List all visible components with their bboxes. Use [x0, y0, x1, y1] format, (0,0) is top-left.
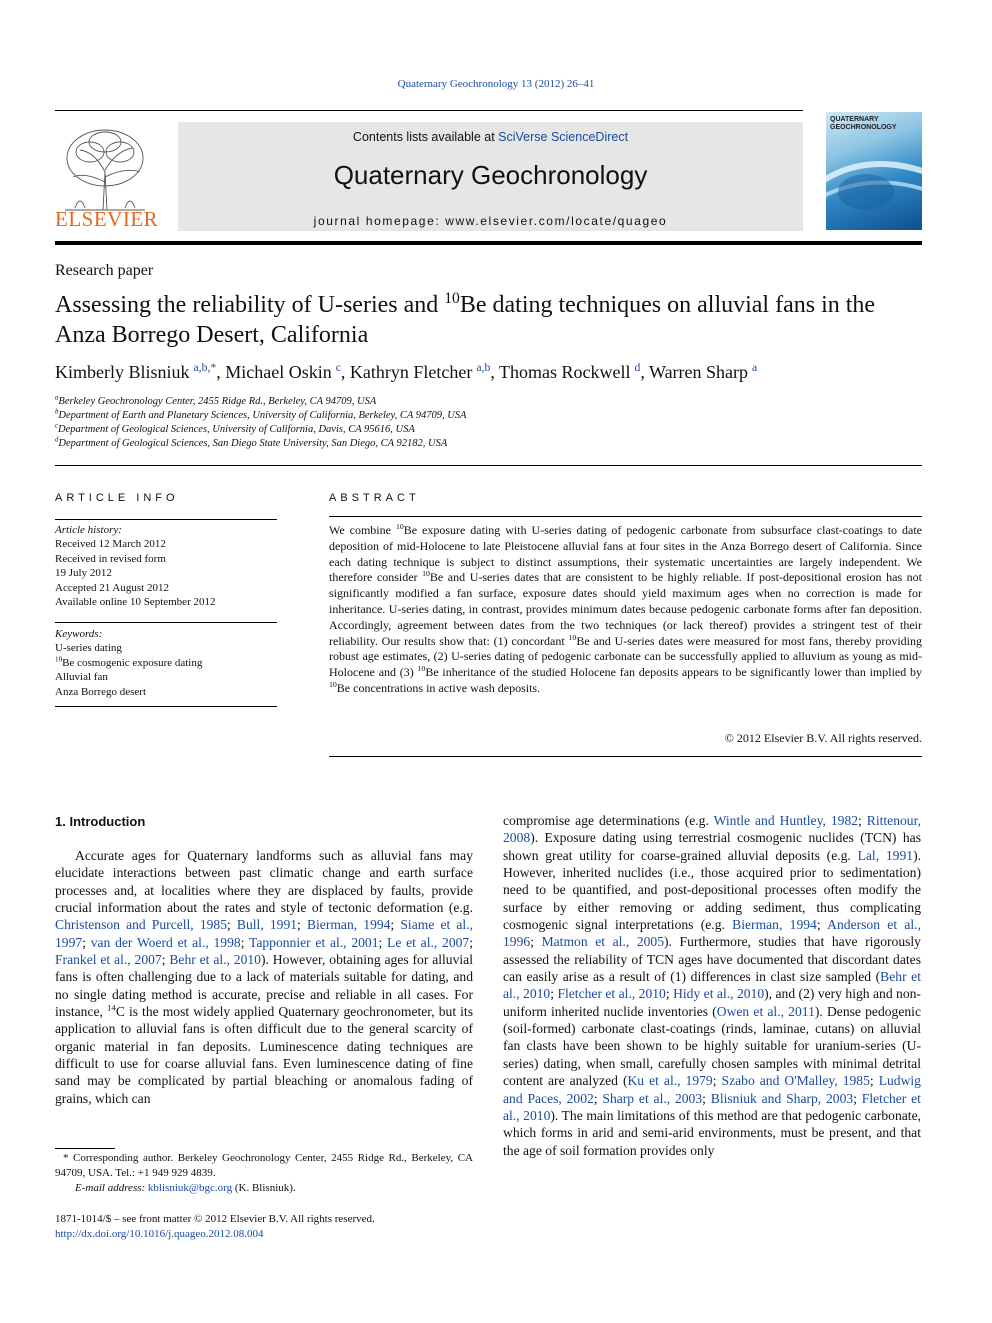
keyword: Alluvial fan	[55, 671, 108, 684]
paragraph: Accurate ages for Quaternary landforms such as alluvial fans may elucidate interactions between past climatic change and earth surface processes and, at localities where they are displaced by faults, provide crucial information about the rates and style of tectonic deformation (e.g. Christenson and Purcell, 1985; Bull, 1991; Bierman, 1994; Siame et al., 1997; van der Woerd et al., 1998; Tapponnier et al., 2001; Le et al., 2007; Frankel et al., 2007; Behr et al., 2010). However, obtaining ages for alluvial fans is often challenging due to a lack of materials suitable for dating, and no single dating method is accurate, precise and reliable in all cases. For instance, $^{14}$C is the most widely applied Quaternary geochronometer, but its application to alluvial fans is often difficult due to the general scarcity of organic material in fan deposits. Luminescence dating techniques are difficult to use for coarse alluvial fans. Even luminescence dating of fine sand may be complicated by partial bleaching or anomalous fading of grains, which can	[55, 848, 474, 1106]
title-part1: Assessing the reliability of U-series and	[55, 292, 445, 318]
author-affiliation-marker[interactable]: c	[335, 361, 341, 374]
body-column-left	[55, 847, 473, 1107]
affiliation-text: Department of Earth and Planetary Sciences, University of California, Berkeley, CA 94709, USA	[58, 410, 467, 421]
journal-cover-image[interactable]	[826, 112, 922, 230]
affiliation-text: Department of Geological Sciences, San Diego State University, San Diego, CA 92182, USA	[58, 438, 448, 449]
author-separator: ,	[340, 362, 350, 382]
sup: 14	[107, 1002, 116, 1013]
abstract-seg: Be concentrations in active wash deposits.	[336, 680, 541, 695]
text: ). However, inherited nuclides (i.e., those acquired prior to sedimentation) need to be quantified, and post-depositional processes often modify the surface by either removing or adding sediment, thus complicating cosmogenic signal interpretations (e.g.	[503, 847, 921, 933]
header-rule	[55, 241, 922, 245]
elsevier-logo[interactable]	[55, 122, 159, 232]
doi-link[interactable]: http://dx.doi.org/10.1016/j.quageo.2012.08.004	[55, 1227, 264, 1240]
contents-line	[178, 130, 803, 144]
citation-link[interactable]: Lal, 1991	[857, 847, 914, 863]
citation-link[interactable]: Matmon et al., 2005	[541, 934, 665, 950]
text: ). Furthermore, studies that have rigorously assessed the reliability of TCN ages have documented that discordant dates can easily arise as a result of (1) differences in clast size sampled (	[503, 934, 921, 985]
citation-link[interactable]: Ludwig and Paces, 2002	[503, 1073, 921, 1106]
citation-link[interactable]: Owen et al., 2011	[716, 1003, 815, 1019]
text: ). However, obtaining ages for alluvial fans is often challenging due to a lack of materials suitable for dating, and no single dating method is accurate, precise and reliable in all cases. For instance,	[55, 952, 473, 1020]
citation-link[interactable]: Frankel et al., 2007	[55, 952, 162, 968]
keywords-rule	[55, 622, 277, 623]
footnote-star: *	[63, 1152, 69, 1164]
section-heading: 1. Introduction	[55, 814, 146, 829]
author-separator: ,	[216, 362, 226, 382]
title-sup: 10	[444, 290, 460, 307]
abstract-seg: Be exposure dating with U-series dating of pedogenic carbonate from subsurface clast-coatings to date deposition of mid-Holocene to late Pleistocene alluvial fans at four sites in the Anza Borrego desert of California. Since each dating technique is subject to distinct assumptions, their systematic uncertainties are largely independent. We therefore consider	[329, 523, 922, 585]
citation-link[interactable]: Tapponnier et al., 2001	[248, 934, 379, 950]
copyright: © 2012 Elsevier B.V. All rights reserved.	[724, 731, 922, 745]
citation-link[interactable]: Blisniuk and Sharp, 2003	[710, 1090, 854, 1106]
footnote-rule	[55, 1148, 115, 1149]
citation-link[interactable]: Ku et al., 1979	[627, 1073, 713, 1089]
journal-homepage[interactable]: journal homepage: www.elsevier.com/locate/quageo	[313, 214, 668, 228]
history-line: Received 12 March 2012	[55, 538, 166, 551]
abstract-heading: ABSTRACT	[329, 492, 420, 504]
citation-link[interactable]: Le et al., 2007	[387, 934, 470, 950]
corresponding-author-note	[55, 1151, 473, 1181]
author-affiliation-marker[interactable]: a,b	[476, 361, 491, 374]
citation-link[interactable]: Sharp et al., 2003	[602, 1090, 703, 1106]
text: Accurate ages for Quaternary landforms such as alluvial fans may elucidate interactions between past climatic change and earth surface processes and, at localities where they are displaced by faults, provide crucial information about the rates and style of tectonic deformation (e.g.	[55, 848, 473, 916]
abstract-seg: We combine	[329, 523, 396, 537]
journal-header	[55, 112, 922, 232]
affiliation-key: d	[55, 436, 59, 444]
author-name[interactable]: Kathryn Fletcher	[349, 362, 473, 382]
footnote	[55, 1151, 473, 1195]
author-separator: ,	[490, 362, 499, 382]
front-matter	[55, 1212, 375, 1242]
citation-link[interactable]: Bierman, 1994	[306, 917, 391, 933]
keyword: Anza Borrego desert	[55, 685, 147, 698]
abstract-seg: Be and U-series dates that are consistent to be highly reliable. If post-depositional erosion has not significantly modified a fan surface, exposure dates should yield maximum ages when no correction is made for inheritance. U-series dating, in contrast, provides minimum dates because pedogenic carbonate forms after fan deposition. Accordingly, agreement between dates from the two techniques (or lack thereof) provides a stringent test of their reliability. Our results show that: (1) concordant	[329, 570, 923, 648]
citation-link[interactable]: Rittenour, 2008	[503, 813, 921, 846]
elsevier-tree-icon	[55, 122, 155, 214]
author-affiliation-marker[interactable]: d	[634, 361, 641, 374]
abstract-seg: Be and U-series dates were measured for most fans, thereby providing robust age estimates, (2) U-series dating of pedogenic carbonate can be successfully applied to alluvium as young as mid-Holocene and (3)	[329, 633, 922, 680]
footnote-text: Corresponding author. Berkeley Geochronology Center, 2455 Ridge Rd., Berkeley, CA 94709, USA. Tel.: +1 949 929 4839.	[55, 1152, 473, 1179]
author-name[interactable]: Warren Sharp	[649, 362, 749, 382]
author-separator: ,	[640, 362, 650, 382]
citation-link[interactable]: Wintle and Huntley, 1982	[713, 813, 859, 828]
affiliation	[55, 423, 466, 437]
body-column-right	[503, 812, 921, 1159]
cover-art-icon	[826, 112, 922, 230]
citation-link[interactable]: Bull, 1991	[236, 917, 298, 933]
text: compromise age determinations (e.g.	[503, 813, 714, 828]
paper-type: Research paper	[55, 262, 154, 279]
text: ), and (2) very high and non-uniform inherited nuclide inventories (	[503, 986, 921, 1019]
author-list	[55, 362, 757, 383]
affiliation	[55, 395, 466, 409]
journal-banner	[178, 122, 803, 231]
affiliation-key: b	[55, 408, 59, 416]
affiliation	[55, 437, 466, 451]
email-suffix: (K. Blisniuk).	[232, 1181, 296, 1194]
citation-link[interactable]: Fletcher et al., 2010	[503, 1090, 921, 1123]
keyword: U-series dating	[55, 642, 122, 655]
email-label: E-mail address:	[75, 1181, 148, 1194]
abstract-seg: Be inheritance of the studied Holocene fan deposits appears to be significantly lower than implied by	[425, 665, 922, 680]
affiliation-text: Department of Geological Sciences, University of California, Davis, CA 95616, USA	[58, 424, 415, 435]
article-info-end-rule	[55, 706, 277, 707]
contents-prefix: Contents lists available at	[352, 130, 499, 144]
abstract-end-rule	[329, 756, 922, 757]
author-name[interactable]: Michael Oskin	[225, 362, 332, 382]
citation-link[interactable]: van der Woerd et al., 1998	[90, 934, 241, 950]
title-part2: Be dating techniques on alluvial fans in the Anza Borrego Desert, California	[55, 292, 876, 348]
affiliation-rule	[55, 465, 922, 466]
keyword	[55, 656, 202, 670]
keywords-label: Keywords:	[55, 628, 103, 640]
citation-link[interactable]: Anderson et al., 1996	[503, 917, 921, 950]
journal-title: Quaternary Geochronology	[333, 160, 648, 190]
article-history	[55, 523, 215, 609]
article-info-heading: ARTICLE INFO	[55, 492, 179, 504]
citation-link[interactable]: Behr et al., 2010	[503, 969, 921, 1002]
abstract-text	[329, 523, 922, 697]
abstract-sup: 10	[395, 522, 404, 531]
history-line: Received in revised form	[55, 552, 166, 565]
text: ). Dense pedogenic (soil-formed) carbonate clast-coatings (rinds, laminae, cutans) on alluvial fan clasts have been shown to be highly suitable for uranium-series (U-series) dating, when small, carefully chosen samples with minimal detrital content are analyzed (	[503, 1003, 921, 1089]
paragraph: compromise age determinations (e.g. Wintle and Huntley, 1982; Rittenour, 2008). Exposure dating using terrestrial cosmogenic nuclides (TCN) has shown great utility for coarse-grained alluvial deposits (e.g. Lal, 1991). However, inherited nuclides (i.e., those acquired prior to sedimentation) need to be quantified, and post-depositional processes often modify the surface by either removing or adding sediment, thus complicating cosmogenic signal interpretations (e.g. Bierman, 1994; Anderson et al., 1996; Matmon et al., 2005). Furthermore, studies that have rigorously assessed the reliability of TCN ages have documented that discordant dates can easily arise as a result of (1) differences in clast size sampled (Behr et al., 2010; Fletcher et al., 2010; Hidy et al., 2010), and (2) very high and non-uniform inherited nuclide inventories (Owen et al., 2011). Dense pedogenic (soil-formed) carbonate clast-coatings (rinds, laminae, cutans) on alluvial fan clasts have been shown to be highly suitable for uranium-series (U-series) dating, when small, carefully chosen samples with minimal detrital content are analyzed (Ku et al., 1979; Szabo and O'Malley, 1985; Ludwig and Paces, 2002; Sharp et al., 2003; Blisniuk and Sharp, 2003; Fletcher et al., 2010). The main limitations of this method are that pedogenic carbonate, which forms in arid and semi-arid environments, must be present, and that the age of soil formation provides only	[503, 813, 922, 1158]
abstract-sup: 10	[329, 679, 337, 689]
top-rule	[55, 110, 803, 111]
affiliations	[55, 395, 466, 451]
email-line	[55, 1181, 473, 1196]
elsevier-wordmark: ELSEVIER	[55, 207, 159, 231]
text: ). Exposure dating using terrestrial cosmogenic nuclides (TCN) has shown great utility for coarse-grained alluvial deposits (e.g.	[503, 830, 921, 863]
author-affiliation-marker[interactable]: a,b,	[193, 361, 211, 374]
cover-title: QUATERNARY GEOCHRONOLOGY	[830, 116, 897, 131]
text: C is the most widely applied Quaternary geochronometer, but its application to alluvial fans is often difficult due to the general scarcity of organic material in fan deposits. Luminescence dating techniques are difficult to use for coarse alluvial fans. Even luminescence dating of fine sand may be complicated by partial bleaching or anomalous fading of grains, which can	[55, 1004, 473, 1106]
author-affiliation-marker[interactable]: a	[752, 361, 758, 374]
corresponding-author-marker[interactable]: *	[210, 361, 217, 374]
citation-link[interactable]: Behr et al., 2010	[169, 952, 261, 968]
citation-link[interactable]: Hidy et al., 2010	[673, 986, 765, 1002]
citation-link[interactable]: Fletcher et al., 2010	[557, 986, 666, 1002]
history-label: Article history:	[55, 524, 122, 536]
affiliation-key: a	[55, 394, 59, 402]
email-link[interactable]: kblisniuk@bgc.org	[147, 1181, 233, 1194]
abstract-sup: 10	[417, 664, 426, 674]
affiliation-key: c	[55, 422, 59, 430]
sciencedirect-link[interactable]: SciVerse ScienceDirect	[498, 130, 629, 144]
author-name[interactable]: Thomas Rockwell	[499, 362, 631, 382]
history-line: 19 July 2012	[55, 567, 112, 580]
abstract-sup: 10	[422, 569, 430, 579]
author-name[interactable]: Kimberly Blisniuk	[55, 362, 190, 382]
abstract-sup: 10	[568, 632, 577, 642]
keyword-text: Be cosmogenic exposure dating	[62, 656, 203, 669]
journal-reference[interactable]: Quaternary Geochronology 13 (2012) 26–41	[397, 78, 595, 90]
history-line: Accepted 21 August 2012	[55, 581, 169, 594]
keyword-sup: 10	[55, 655, 63, 664]
citation-link[interactable]: Szabo and O'Malley, 1985	[721, 1073, 870, 1089]
paper-title	[55, 290, 922, 350]
issn-line: 1871-1014/$ – see front matter © 2012 Elsevier B.V. All rights reserved.	[55, 1213, 375, 1225]
history-line: Available online 10 September 2012	[55, 596, 216, 609]
article-info-rule	[55, 519, 277, 520]
keywords	[55, 627, 202, 699]
citation-link[interactable]: Bierman, 1994	[732, 917, 817, 933]
abstract-rule	[329, 516, 922, 517]
affiliation	[55, 409, 466, 423]
citation-link[interactable]: Siame et al., 1997	[55, 917, 473, 950]
citation-link[interactable]: Christenson and Purcell, 1985	[55, 917, 228, 933]
affiliation-text: Berkeley Geochronology Center, 2455 Ridge Rd., Berkeley, CA 94709, USA	[58, 396, 377, 407]
text: ). The main limitations of this method are that pedogenic carbonate, which forms in arid and semi-arid environments, must be present, and that the age of soil formation provides only	[503, 1107, 922, 1158]
